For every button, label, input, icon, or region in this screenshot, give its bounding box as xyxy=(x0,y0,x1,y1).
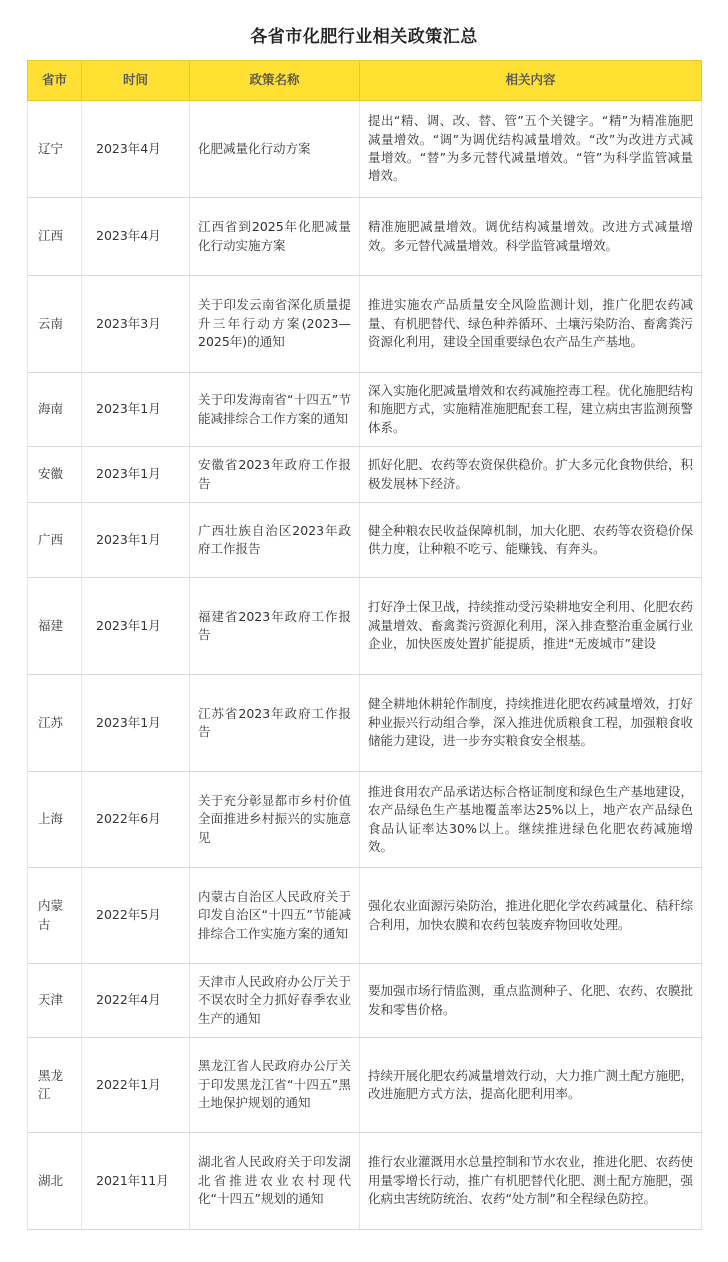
cell-content: 精准施肥减量增效。调优结构减量增效。改进方式减量增效。多元替代减量增效。科学监管减量增效。 xyxy=(360,198,702,276)
cell-content: 健全种粮农民收益保障机制，加大化肥、农药等农资稳价保供力度，让种粮不吃亏、能赚钱、有奔头。 xyxy=(360,503,702,578)
cell-date: 2021年11月 xyxy=(82,1133,190,1230)
cell-date: 2023年3月 xyxy=(82,276,190,373)
cell-province: 上海 xyxy=(28,772,82,868)
cell-date: 2023年1月 xyxy=(82,373,190,447)
cell-policy-name: 黑龙江省人民政府办公厅关于印发黑龙江省“十四五”黑土地保护规划的通知 xyxy=(190,1038,360,1133)
cell-policy-name: 化肥减量化行动方案 xyxy=(190,101,360,198)
cell-content: 提出“精、调、改、替、管”五个关键字。“精”为精准施肥减量增效。“调”为调优结构减量增效。“改”为改进方式减量增效。“替”为多元替代减量增效。“管”为科学监管减量增效。 xyxy=(360,101,702,198)
cell-date: 2022年6月 xyxy=(82,772,190,868)
cell-date: 2023年4月 xyxy=(82,101,190,198)
cell-content: 深入实施化肥减量增效和农药减施控毒工程。优化施肥结构和施肥方式，实施精准施肥配套工程，建立病虫害监测预警体系。 xyxy=(360,373,702,447)
table-row xyxy=(28,447,702,503)
cell-content: 推进实施农产品质量安全风险监测计划，推广化肥农药减量、有机肥替代、绿色种养循环、土壤污染防治、畜禽粪污资源化利用，建设全国重要绿色农产品生产基地。 xyxy=(360,276,702,373)
page-title: 各省市化肥行业相关政策汇总 xyxy=(250,27,478,47)
cell-policy-name: 江西省到2025年化肥减量化行动实施方案 xyxy=(190,198,360,276)
table-row xyxy=(28,1133,702,1230)
cell-policy-name: 关于印发海南省“十四五”节能减排综合工作方案的通知 xyxy=(190,373,360,447)
cell-province: 江苏 xyxy=(28,675,82,772)
cell-content: 持续开展化肥农药减量增效行动，大力推广测土配方施肥，改进施肥方式方法，提高化肥利用率。 xyxy=(360,1038,702,1133)
header-policy-name: 政策名称 xyxy=(190,61,360,101)
cell-policy-name: 江苏省2023年政府工作报告 xyxy=(190,675,360,772)
cell-province: 安徽 xyxy=(28,447,82,503)
cell-province: 云南 xyxy=(28,276,82,373)
cell-date: 2023年1月 xyxy=(82,447,190,503)
cell-province: 天津 xyxy=(28,964,82,1038)
table-row xyxy=(28,772,702,868)
header-date: 时间 xyxy=(82,61,190,101)
cell-policy-name: 湖北省人民政府关于印发湖北省推进农业农村现代化“十四五”规划的通知 xyxy=(190,1133,360,1230)
table-row xyxy=(28,675,702,772)
table-row xyxy=(28,578,702,675)
cell-date: 2023年1月 xyxy=(82,503,190,578)
table-row xyxy=(28,373,702,447)
cell-province: 广西 xyxy=(28,503,82,578)
header-province: 省市 xyxy=(28,61,82,101)
cell-policy-name: 福建省2023年政府工作报告 xyxy=(190,578,360,675)
cell-policy-name: 安徽省2023年政府工作报告 xyxy=(190,447,360,503)
cell-policy-name: 天津市人民政府办公厅关于不误农时全力抓好春季农业生产的通知 xyxy=(190,964,360,1038)
cell-content: 抓好化肥、农药等农资保供稳价。扩大多元化食物供给，积极发展林下经济。 xyxy=(360,447,702,503)
cell-date: 2022年1月 xyxy=(82,1038,190,1133)
table-row xyxy=(28,276,702,373)
cell-policy-name: 关于充分彰显都市乡村价值全面推进乡村振兴的实施意见 xyxy=(190,772,360,868)
table-row xyxy=(28,964,702,1038)
cell-policy-name: 关于印发云南省深化质量提升三年行动方案(2023—2025年)的通知 xyxy=(190,276,360,373)
table-row xyxy=(28,868,702,964)
cell-date: 2022年5月 xyxy=(82,868,190,964)
cell-date: 2023年1月 xyxy=(82,578,190,675)
cell-province: 海南 xyxy=(28,373,82,447)
cell-policy-name: 内蒙古自治区人民政府关于印发自治区“十四五”节能减排综合工作实施方案的通知 xyxy=(190,868,360,964)
cell-policy-name: 广西壮族自治区2023年政府工作报告 xyxy=(190,503,360,578)
table-row xyxy=(28,503,702,578)
cell-content: 推行农业灌溉用水总量控制和节水农业，推进化肥、农药使用量零增长行动，推广有机肥替代化肥、测土配方施肥，强化病虫害统防统治、农药“处方制”和全程绿色防控。 xyxy=(360,1133,702,1230)
header-content: 相关内容 xyxy=(360,61,702,101)
cell-province: 湖北 xyxy=(28,1133,82,1230)
cell-province: 江西 xyxy=(28,198,82,276)
cell-date: 2023年1月 xyxy=(82,675,190,772)
table-row xyxy=(28,101,702,198)
table-row xyxy=(28,1038,702,1133)
cell-province: 福建 xyxy=(28,578,82,675)
cell-content: 打好净土保卫战，持续推动受污染耕地安全利用、化肥农药减量增效、畜禽粪污资源化利用，深入排查整治重金属行业企业，加快医废处置扩能提质，推进“无废城市”建设 xyxy=(360,578,702,675)
cell-content: 推进食用农产品承诺达标合格证制度和绿色生产基地建设，农产品绿色生产基地覆盖率达25%以上，地产农产品绿色食品认证率达30%以上。继续推进绿色化肥农药减施增效。 xyxy=(360,772,702,868)
table-row xyxy=(28,198,702,276)
cell-content: 要加强市场行情监测，重点监测种子、化肥、农药、农膜批发和零售价格。 xyxy=(360,964,702,1038)
cell-date: 2023年4月 xyxy=(82,198,190,276)
cell-content: 健全耕地休耕轮作制度，持续推进化肥农药减量增效，打好种业振兴行动组合拳，深入推进优质粮食工程，加强粮食收储能力建设，进一步夯实粮食安全根基。 xyxy=(360,675,702,772)
table-header-row xyxy=(28,61,702,101)
cell-province: 辽宁 xyxy=(28,101,82,198)
policy-table xyxy=(27,60,702,1230)
cell-content: 强化农业面源污染防治，推进化肥化学农药减量化、秸秆综合利用，加快农膜和农药包装废弃物回收处理。 xyxy=(360,868,702,964)
cell-province: 内蒙古 xyxy=(28,868,82,964)
cell-date: 2022年4月 xyxy=(82,964,190,1038)
cell-province: 黑龙江 xyxy=(28,1038,82,1133)
